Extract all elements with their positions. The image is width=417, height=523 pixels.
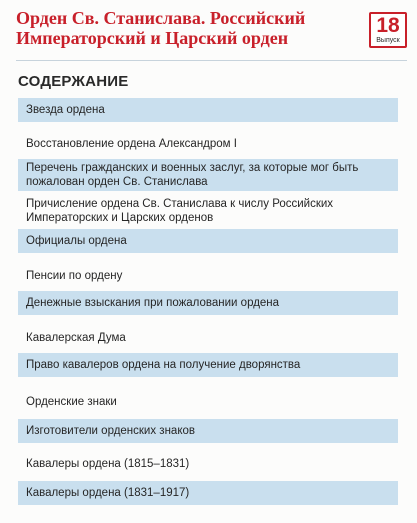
toc-item[interactable] [18, 419, 398, 443]
toc-item-label: Кавалеры ордена (1815–1831) [26, 457, 190, 470]
toc-item-label: Официалы ордена [26, 235, 127, 247]
page-title: Орден Св. Станислава. Российский Императорский и Царский орден [16, 8, 306, 48]
issue-badge [369, 12, 407, 48]
toc-item[interactable] [18, 291, 398, 315]
header-divider [16, 60, 407, 61]
toc-item[interactable] [18, 159, 398, 191]
toc-item-label: Звезда ордена [26, 104, 105, 116]
toc-item[interactable] [18, 229, 398, 253]
issue-label: Выпуск [376, 37, 400, 44]
toc-item-label: Причисление ордена Св. Станислава к числу Российских Императорских и Царских орденов [26, 198, 334, 224]
page-header [0, 0, 417, 58]
contents-heading: СОДЕРЖАНИЕ [18, 73, 129, 90]
toc-item[interactable] [18, 481, 398, 505]
issue-number: 18 [376, 14, 400, 37]
toc-item-label: Восстановление ордена Александром I [26, 137, 237, 150]
toc-item-label: Кавалеры ордена (1831–1917) [26, 487, 190, 499]
toc-item[interactable] [18, 129, 398, 158]
toc-item[interactable] [18, 449, 398, 478]
toc-item-label: Денежные взыскания при пожаловании ордена [26, 297, 280, 309]
toc-item-label: Орденские знаки [26, 395, 117, 408]
toc-item[interactable] [18, 98, 398, 122]
toc-item-label: Кавалерская Дума [26, 331, 126, 344]
toc-item[interactable] [18, 195, 398, 227]
toc-item[interactable] [18, 353, 398, 377]
toc-item[interactable] [18, 261, 398, 290]
toc-item-label: Право кавалеров ордена на получение дворянства [26, 359, 301, 371]
toc-item-label: Изготовители орденских знаков [26, 425, 195, 437]
toc-item-label: Перечень гражданских и военных заслуг, за которые мог быть пожалован орден Св. Станислава [26, 162, 359, 188]
toc-item-label: Пенсии по ордену [26, 269, 123, 282]
toc-item[interactable] [18, 387, 398, 416]
toc-item[interactable] [18, 323, 398, 352]
